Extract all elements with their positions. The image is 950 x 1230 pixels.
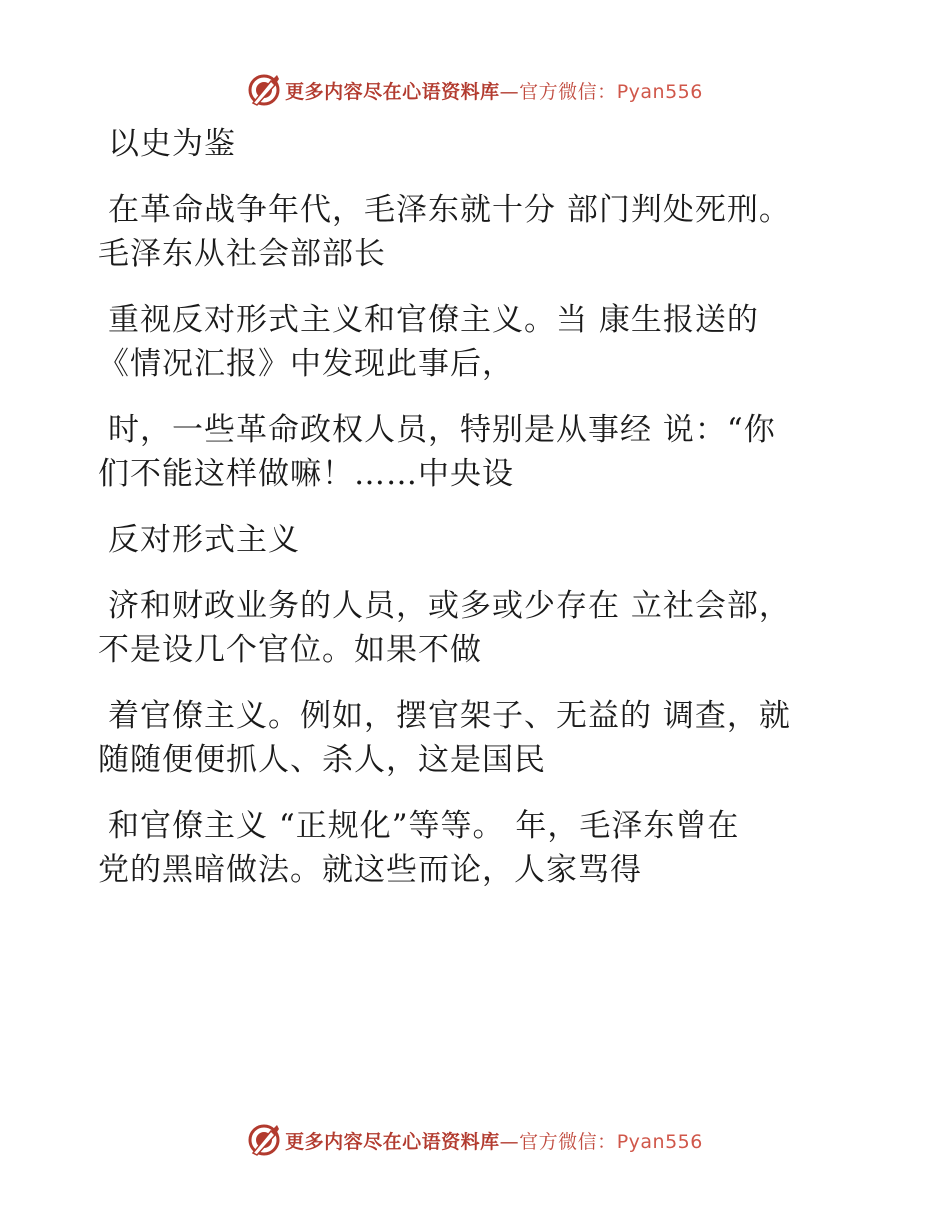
banner-dash: — <box>499 1130 520 1153</box>
text-line: 随随便便抓人、杀人，这是国民 <box>98 742 546 778</box>
text-line: 反对形式主义 <box>108 522 300 558</box>
text-line: 毛泽东从社会部部长 <box>98 236 386 272</box>
pen-logo-icon <box>247 1123 281 1157</box>
banner-wechat-label: 官方微信： <box>519 1130 617 1153</box>
text-line: 《情况汇报》中发现此事后， <box>98 346 514 382</box>
pen-logo-icon <box>247 73 281 107</box>
banner-brand: 更多内容尽在心语资料库 <box>285 80 500 103</box>
banner-wechat-label: 官方微信： <box>519 80 617 103</box>
text-line: 重视反对形式主义和官僚主义。当 康生报送的 <box>108 302 759 338</box>
footer-banner-text <box>285 1127 703 1154</box>
banner-wechat-id: Pyan556 <box>616 80 703 103</box>
text-line: 和官僚主义 “正规化”等等。 年，毛泽东曾在 <box>108 808 740 844</box>
text-line: 党的黑暗做法。就这些而论，人家骂得 <box>98 852 642 888</box>
banner-brand: 更多内容尽在心语资料库 <box>285 1130 500 1153</box>
text-line: 在革命战争年代，毛泽东就十分 部门判处死刑。 <box>108 192 791 228</box>
banner-dash: — <box>499 80 520 103</box>
text-line: 们不能这样做嘛！……中央设 <box>98 456 514 492</box>
text-line: 着官僚主义。例如，摆官架子、无益的 调查，就 <box>108 698 791 734</box>
document-body <box>98 122 850 892</box>
text-line: 不是设几个官位。如果不做 <box>98 632 482 668</box>
text-line: 时，一些革命政权人员，特别是从事经 说：“你 <box>108 412 776 448</box>
banner-wechat-id: Pyan556 <box>616 1130 703 1153</box>
header-banner <box>0 70 950 110</box>
text-line: 济和财政业务的人员，或多或少存在 立社会部， <box>108 588 791 624</box>
text-line: 以史为鉴 <box>108 126 236 162</box>
header-banner-text <box>285 77 703 104</box>
footer-banner <box>0 1120 950 1160</box>
